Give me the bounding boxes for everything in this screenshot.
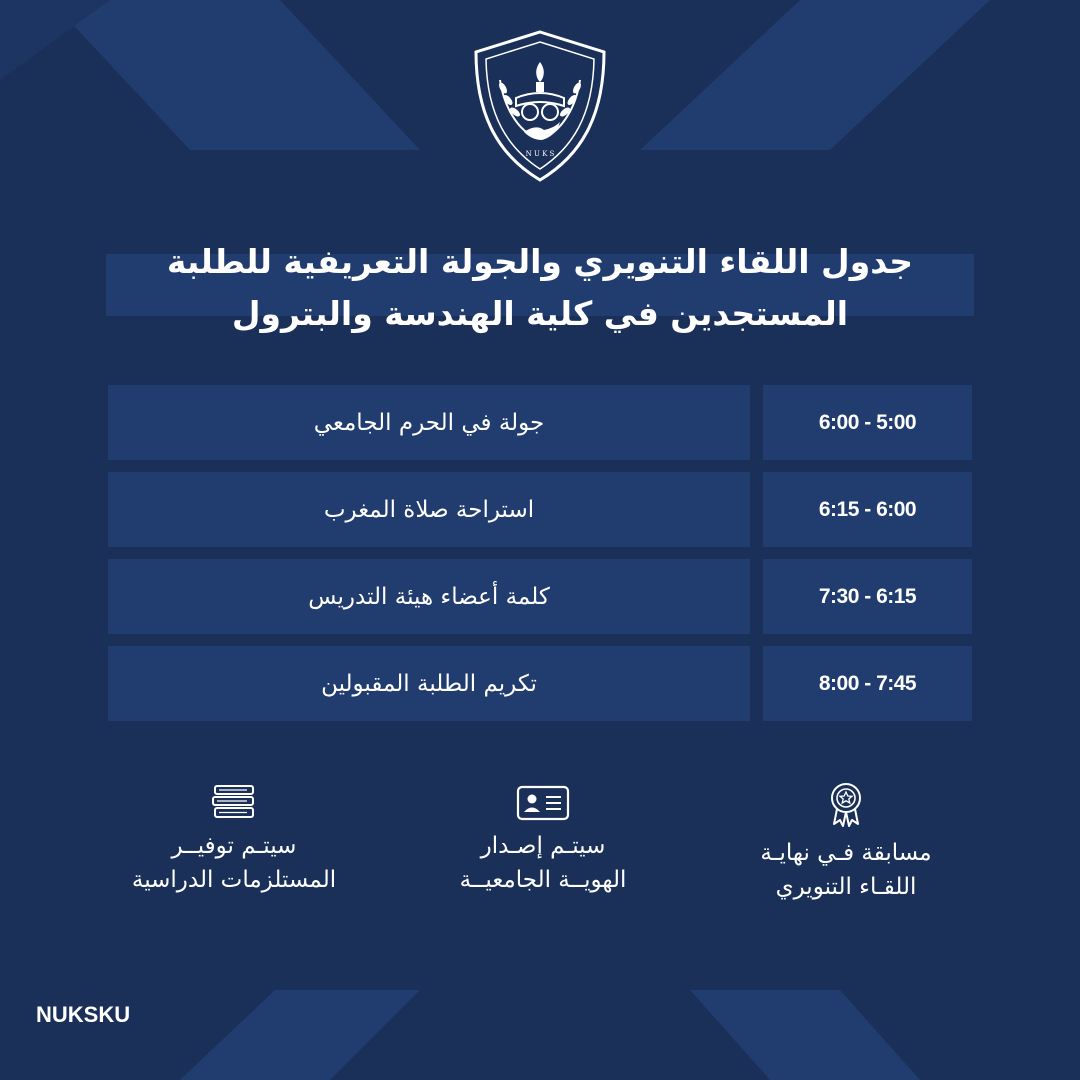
feature-line-1: سيتـم توفيــر — [171, 833, 297, 859]
id-card-icon — [516, 785, 570, 821]
title-line-2: المستجدين في كلية الهندسة والبترول — [231, 294, 849, 333]
feature-line-1: مسابقة فـي نهايـة — [760, 840, 932, 866]
award-ribbon-icon — [826, 780, 866, 828]
schedule-time: 7:30 - 6:15 — [763, 559, 972, 634]
feature-competition — [696, 780, 996, 904]
schedule-row — [108, 385, 972, 460]
schedule-event: تكريم الطلبة المقبولين — [108, 646, 750, 721]
nuks-shield-logo — [470, 28, 610, 184]
feature-line-2: الهويــة الجامعيــة — [459, 867, 627, 893]
schedule-row — [108, 646, 972, 721]
footer-brand: NUKSKU — [36, 1002, 131, 1027]
title-line-1: جدول اللقاء التنويري والجولة التعريفية للطلبة — [166, 242, 914, 281]
schedule-event: جولة في الحرم الجامعي — [108, 385, 750, 460]
bg-chevron-bottom-left — [180, 990, 420, 1080]
schedule-row — [108, 472, 972, 547]
bg-chevron-bottom-right — [690, 990, 920, 1080]
schedule-row — [108, 559, 972, 634]
schedule-event: استراحة صلاة المغرب — [108, 472, 750, 547]
feature-line-2: المستلزمات الدراسية — [131, 867, 337, 893]
schedule-time: 8:00 - 7:45 — [763, 646, 972, 721]
schedule-time: 6:15 - 6:00 — [763, 472, 972, 547]
books-stack-icon — [211, 783, 257, 821]
feature-text — [393, 829, 693, 897]
bg-chevron-top-right — [640, 0, 990, 150]
page-title — [106, 236, 974, 340]
feature-id-card — [393, 785, 693, 897]
feature-text — [84, 829, 384, 897]
feature-supplies — [84, 783, 384, 897]
schedule-event: كلمة أعضاء هيئة التدريس — [108, 559, 750, 634]
feature-text — [696, 836, 996, 904]
svg-text:N U K S: N U K S — [525, 150, 555, 158]
feature-line-2: اللقـاء التنويري — [775, 874, 917, 900]
feature-line-1: سيتـم إصـدار — [480, 833, 606, 859]
schedule-time: 6:00 - 5:00 — [763, 385, 972, 460]
